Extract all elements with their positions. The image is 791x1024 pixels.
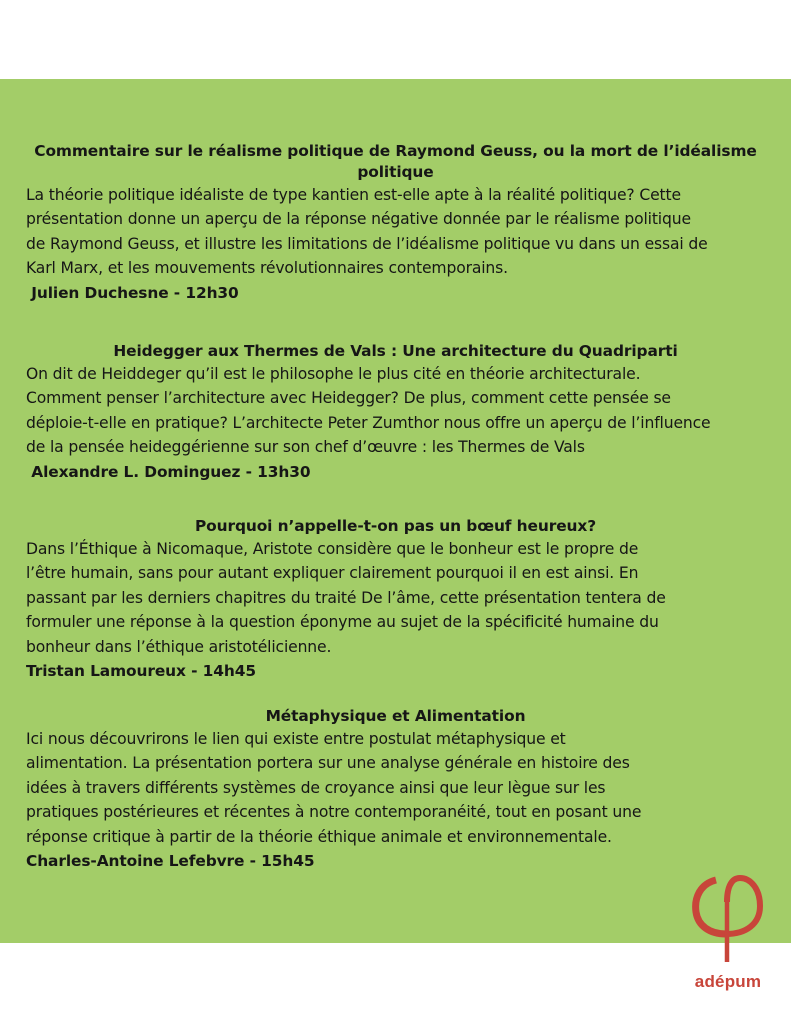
description-line: déploie-t-elle en pratique? L’architecte Peter Zumthor nous offre un aperçu de l’influence — [26, 413, 711, 432]
talk-title — [0, 516, 791, 537]
description-line: alimentation. La présentation portera sur une analyse générale en histoire des — [26, 754, 630, 773]
description-line: formuler une réponse à la question éponyme au sujet de la spécificité humaine du — [26, 613, 659, 632]
talk-title — [0, 141, 791, 183]
talk-title-line: Heidegger aux Thermes de Vals : Une architecture du Quadriparti — [113, 342, 678, 360]
description-line: présentation donne un aperçu de la réponse négative donnée par le réalisme politique — [26, 210, 691, 229]
talk-4 — [0, 706, 791, 873]
description-line: La théorie politique idéaliste de type kantien est-elle apte à la réalité politique? Cette — [26, 186, 681, 204]
talk-3 — [0, 516, 791, 683]
talk-description — [26, 727, 791, 849]
description-line: pratiques postérieures et récentes à notre contemporanéité, tout en posant une — [26, 803, 642, 822]
phi-icon — [686, 868, 770, 968]
talk-2 — [0, 341, 791, 484]
talk-1 — [0, 141, 791, 305]
description-line: de la pensée heideggérienne sur son chef d’œuvre : les Thermes de Vals — [26, 438, 585, 457]
talk-title-line: Métaphysique et Alimentation — [265, 707, 526, 725]
description-line: de Raymond Geuss, et illustre les limitations de l’idéalisme politique vu dans un essai de — [26, 234, 708, 253]
description-line: réponse critique à partir de la théorie éthique animale et environnementale. — [26, 827, 612, 846]
talk-speaker-time: Tristan Lamoureux - 14h45 — [26, 662, 256, 681]
adepum-logo — [686, 868, 770, 998]
description-line: l’être humain, sans pour autant expliquer clairement pourquoi il en est ainsi. En — [26, 564, 639, 583]
description-line: On dit de Heiddeger qu’il est le philosophe le plus cité en théorie architecturale. — [26, 365, 641, 383]
description-line: Karl Marx, et les mouvements révolutionnaires contemporains. — [26, 259, 508, 278]
talk-title-line: Commentaire sur le réalisme politique de Raymond Geuss, ou la mort de l’idéalisme — [34, 142, 757, 160]
description-line: passant par les derniers chapitres du traité De l’âme, cette présentation tentera de — [26, 588, 666, 607]
talk-title-line: politique — [357, 163, 434, 181]
description-line: Ici nous découvrirons le lien qui existe entre postulat métaphysique et — [26, 730, 566, 748]
talk-title — [0, 341, 791, 362]
description-line: bonheur dans l’éthique aristotélicienne. — [26, 637, 332, 656]
description-line: Comment penser l’architecture avec Heidegger? De plus, comment cette pensée se — [26, 389, 671, 408]
talk-speaker-time: Alexandre L. Dominguez - 13h30 — [26, 462, 311, 481]
talk-description — [26, 537, 791, 659]
talk-description — [26, 183, 791, 281]
talk-title — [0, 706, 791, 727]
talk-speaker-time: Charles-Antoine Lefebvre - 15h45 — [26, 852, 315, 871]
talk-description — [26, 362, 791, 460]
talk-title-line: Pourquoi n’appelle-t-on pas un bœuf heureux? — [194, 517, 597, 535]
description-line: idées à travers différents systèmes de croyance ainsi que leur lègue sur les — [26, 778, 606, 797]
description-line: Dans l’Éthique à Nicomaque, Aristote considère que le bonheur est le propre de — [26, 540, 639, 558]
talk-speaker-time: Julien Duchesne - 12h30 — [26, 283, 239, 302]
logo-wordmark: adépum — [694, 972, 762, 991]
